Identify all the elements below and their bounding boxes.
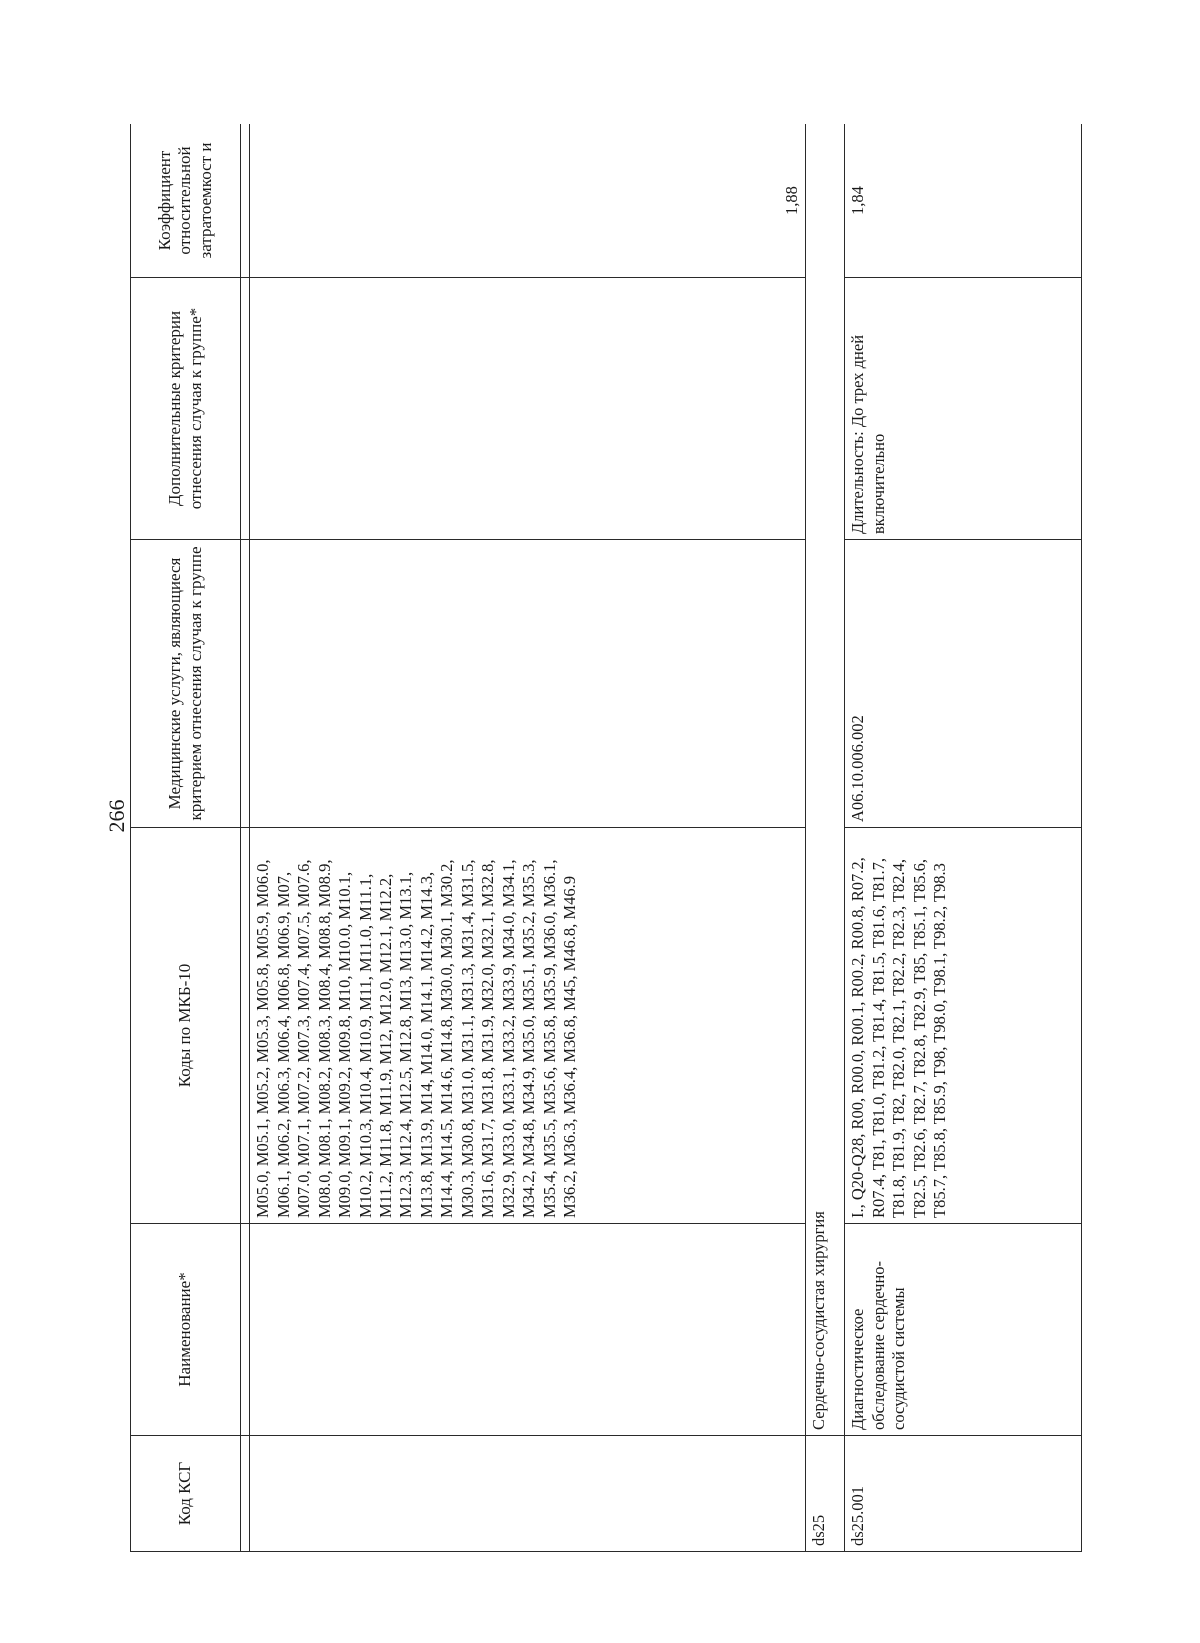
table-row-item <box>845 124 1082 1552</box>
header-coef: Коэффициент относительной затратоемкост и <box>131 124 241 278</box>
cell-name <box>250 1224 806 1436</box>
index-cell <box>241 124 250 278</box>
header-code: Код КСГ <box>131 1436 241 1552</box>
index-cell <box>241 540 250 828</box>
table-row-group <box>806 124 845 1552</box>
cell-item-coef: 1,84 <box>845 124 1082 278</box>
index-cell <box>241 828 250 1224</box>
cell-code <box>250 1436 806 1552</box>
cell-icd-codes: M05.0, M05.1, M05.2, M05.3, M05.8, M05.9, M06.0, M06.1, M06.2, M06.3, M06.4, M06.8, M06.9, M07, M07.0, M07.1, M07.2, M07.3, M07.4, M07.5, M07.6, M08.0, M08.1, M08.2, M08.3, M08.4, M08.8, M08.9, M09.0, M09.1, M09.2, M09.8, M10, M10.0, M10.1, M10.2, M10.3, M10.4, M10.9, M11, M11.0, M11.1, M11.2, M11.8, M11.9, M12, M12.0, M12.1, M12.2, M12.3, M12.4, M12.5, M12.8, M13, M13.0, M13.1, M13.8, M13.9, M14, M14.0, M14.1, M14.2, M14.3, M14.4, M14.5, M14.6, M14.8, M30.0, M30.1, M30.2, M30.3, M30.8, M31.0, M31.1, M31.3, M31.4, M31.5, M31.6, M31.7, M31.8, M31.9, M32.0, M32.1, M32.8, M32.9, M33.0, M33.1, M33.2, M33.9, M34.0, M34.1, M34.2, M34.8, M34.9, M35.0, M35.1, M35.2, M35.3, M35.4, M35.5, M35.6, M35.8, M35.9, M36.0, M36.1, M36.2, M36.3, M36.4, M36.8, M45, M46.8, M46.9 <box>250 828 806 1224</box>
cell-item-criteria: Длительность: До трех дней включительно <box>845 278 1082 540</box>
cell-services <box>250 540 806 828</box>
cell-item-icd-codes: I., Q20-Q28, R00, R00.0, R00.1, R00.2, R00.8, R07.2, R07.4, T81, T81.0, T81.2, T81.4, T81.5, T81.6, T81.7, T81.8, T81.9, T82, T82.0, T82.1, T82.2, T82.3, T82.4, T82.5, T82.6, T82.7, T82.8, T82.9, T85, T85.1, T85.6, T85.7, T85.8, T85.9, T98, T98.0, T98.1, T98.2, T98.3 <box>845 828 1082 1224</box>
ksg-table <box>130 124 1082 1552</box>
cell-coef: 1,88 <box>250 124 806 278</box>
header-criteria: Дополнительные критерии отнесения случая к группе* <box>131 278 241 540</box>
rotated-table-frame <box>130 124 1082 1552</box>
index-cell <box>241 1436 250 1552</box>
page-number: 266 <box>104 799 129 833</box>
cell-criteria <box>250 278 806 540</box>
header-services: Медицинские услуги, являющиеся критерием отнесения случая к группе <box>131 540 241 828</box>
cell-group-name: Сердечно-сосудистая хирургия <box>806 124 845 1436</box>
cell-item-code: ds25.001 <box>845 1436 1082 1552</box>
header-icd: Коды по МКБ-10 <box>131 828 241 1224</box>
column-index-row <box>241 124 250 1552</box>
cell-group-code: ds25 <box>806 1436 845 1552</box>
table-header-row <box>131 124 241 1552</box>
index-cell <box>241 1224 250 1436</box>
cell-item-services: A06.10.006.002 <box>845 540 1082 828</box>
index-cell <box>241 278 250 540</box>
header-name: Наименование* <box>131 1224 241 1436</box>
table-row-continuation <box>250 124 806 1552</box>
cell-item-name: Диагностическое обследование сердечно-сосудистой системы <box>845 1224 1082 1436</box>
